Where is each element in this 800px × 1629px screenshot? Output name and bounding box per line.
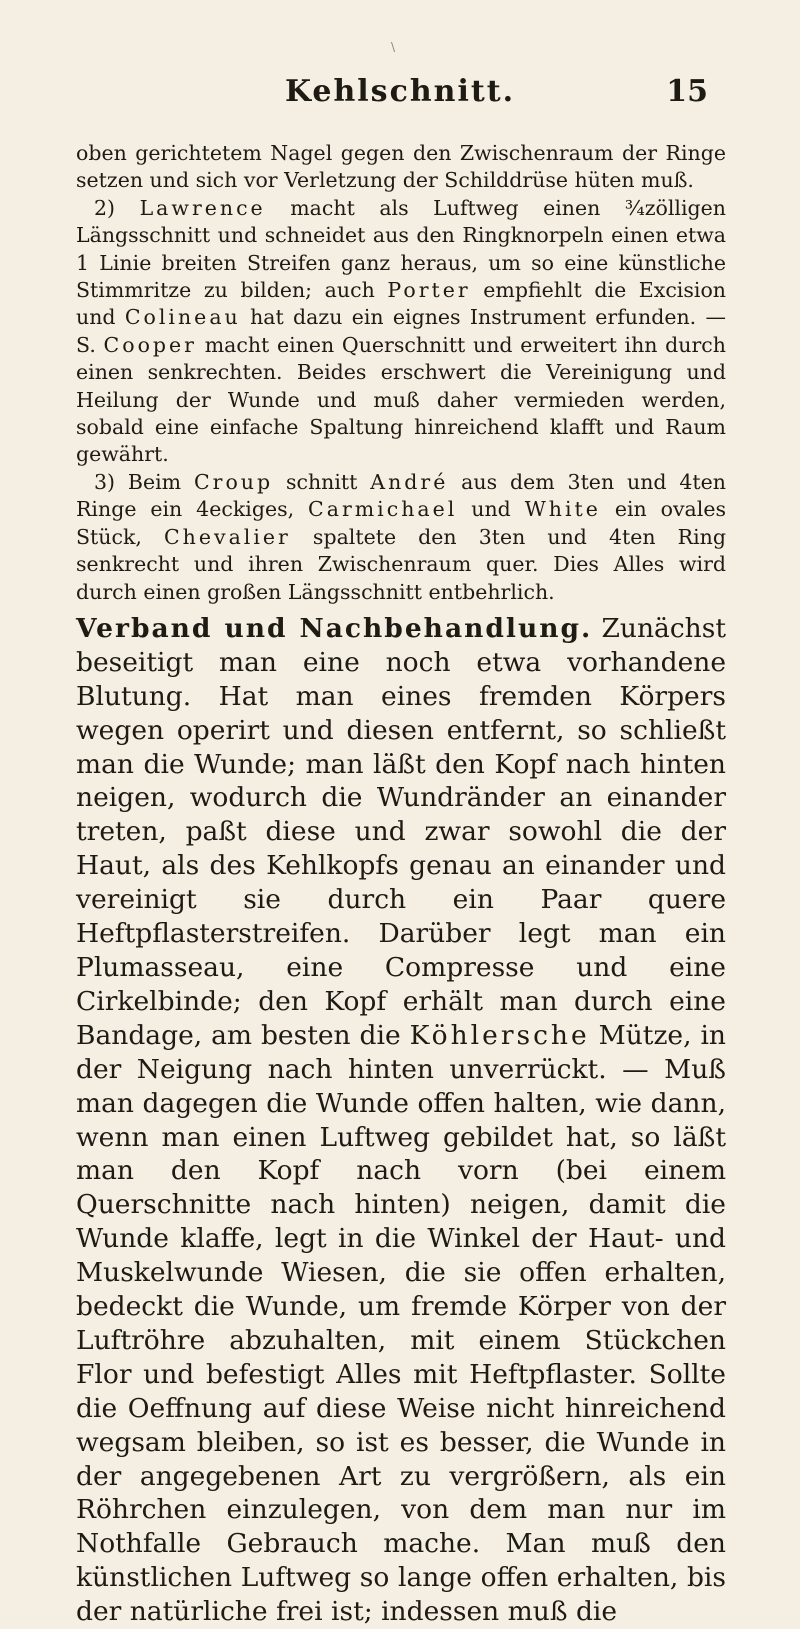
text-run: 2) [94, 195, 140, 220]
text-run: empfiehlt die Excision und [76, 278, 726, 330]
text-run: spaltete den 3ten und 4ten Ring senkrecht und ihren Zwischenraum quer. Dies Alles wird durch einen großen Längsschnitt entbehrlich. [76, 524, 727, 604]
page-body [76, 140, 726, 1629]
text-run: hat dazu ein eignes Instrument erfunden. — S. [76, 305, 726, 357]
text-run: Zunächst beseitigt man eine noch etwa vorhandene Blutung. Hat man eines fremden Körpers wegen operirt und diesen entfernt, so schließt man die Wunde; man läßt den Kopf nach hinten neigen, wodurch die Wundränder an einander treten, paßt diese und zwar sowohl die der Haut, als des Kehlkopfs genau an einander und vereinigt sie durch ein Paar quere Heftpflasterstreifen. Darüber legt man ein Plumasseau, eine Compresse und eine Cirkelbinde; den Kopf erhält man durch eine Bandage, am besten die [76, 612, 726, 1051]
author-koehlersche: Köhlersche [409, 1019, 590, 1051]
text-run: Mütze, in der Neigung nach hinten unverrückt. — Muß man dagegen die Wunde offen halten, wie dann, wenn man einen Luftweg gebildet hat, so läßt man den Kopf nach vorn (bei einem Querschnitte nach hinten) neigen, damit die Wunde klaffe, legt in die Winkel der Haut- und Muskelwunde Wiesen, die sie offen erhalten, bedeckt die Wunde, um fremde Körper von der Luftröhre abzuhalten, mit einem Stückchen Flor und befestigt Alles mit Heftpflaster. Sollte die Oeffnung auf diese Weise nicht hinreichend wegsam bleiben, so ist es besser, die Wunde in der angegebenen Art zu vergrößern, als ein Röhrchen einzulegen, von dem man nur im Nothfalle Gebrauch mache. Man muß den künstlichen Luftweg so lange offen erhalten, bis der natürliche frei ist; indessen muß die [76, 1019, 726, 1628]
page-header [0, 74, 800, 124]
text-run: schnitt [273, 469, 371, 494]
page-number: 15 [666, 74, 708, 109]
author-white: White [524, 497, 601, 522]
author-cooper: Cooper [103, 332, 197, 357]
author-porter: Porter [387, 278, 471, 303]
page-mark: \ [391, 40, 396, 54]
main-text-section [76, 612, 726, 1629]
small-print-section [76, 140, 726, 606]
author-chevalier: Chevalier [163, 524, 291, 549]
paragraph-3 [76, 469, 726, 606]
text-run: und [457, 497, 525, 522]
author-lawrence: Lawrence [139, 195, 266, 220]
paragraph-1 [76, 140, 726, 195]
author-colineau: Colineau [124, 305, 241, 330]
author-carmichael: Carmichael [308, 497, 458, 522]
text-run: 3) Beim [94, 469, 194, 494]
text-run: macht einen Querschnitt und erweitert ihn durch einen senkrechten. Beides erschwert die Vereinigung und Heilung der Wunde und muß daher vermieden werden, sobald eine einfache Spaltung hinreichend klafft und Raum gewährt. [76, 332, 726, 467]
running-head: Kehlschnitt. [284, 74, 516, 109]
section-heading: Verband und Nachbehandlung. [76, 612, 593, 644]
text-run: macht als Luftweg einen ¾zölligen Längsschnitt und schneidet aus den Ringknorpeln einen etwa 1 Linie breiten Streifen ganz heraus, um so eine künstliche Stimmritze zu bilden; auch [76, 195, 726, 303]
paragraph-verband [76, 612, 726, 1629]
text-run: aus dem 3ten und 4ten Ringe ein 4eckiges, [76, 469, 727, 522]
text-run: ein ovales Stück, [76, 497, 726, 549]
paragraph-2 [76, 195, 726, 469]
paragraph-1-text: oben gerichtetem Nagel gegen den Zwischenraum der Ringe setzen und sich vor Verletzung der Schilddrüse hüten muß. [76, 141, 726, 193]
term-croup: Croup [193, 469, 274, 494]
author-andre: André [370, 469, 449, 494]
